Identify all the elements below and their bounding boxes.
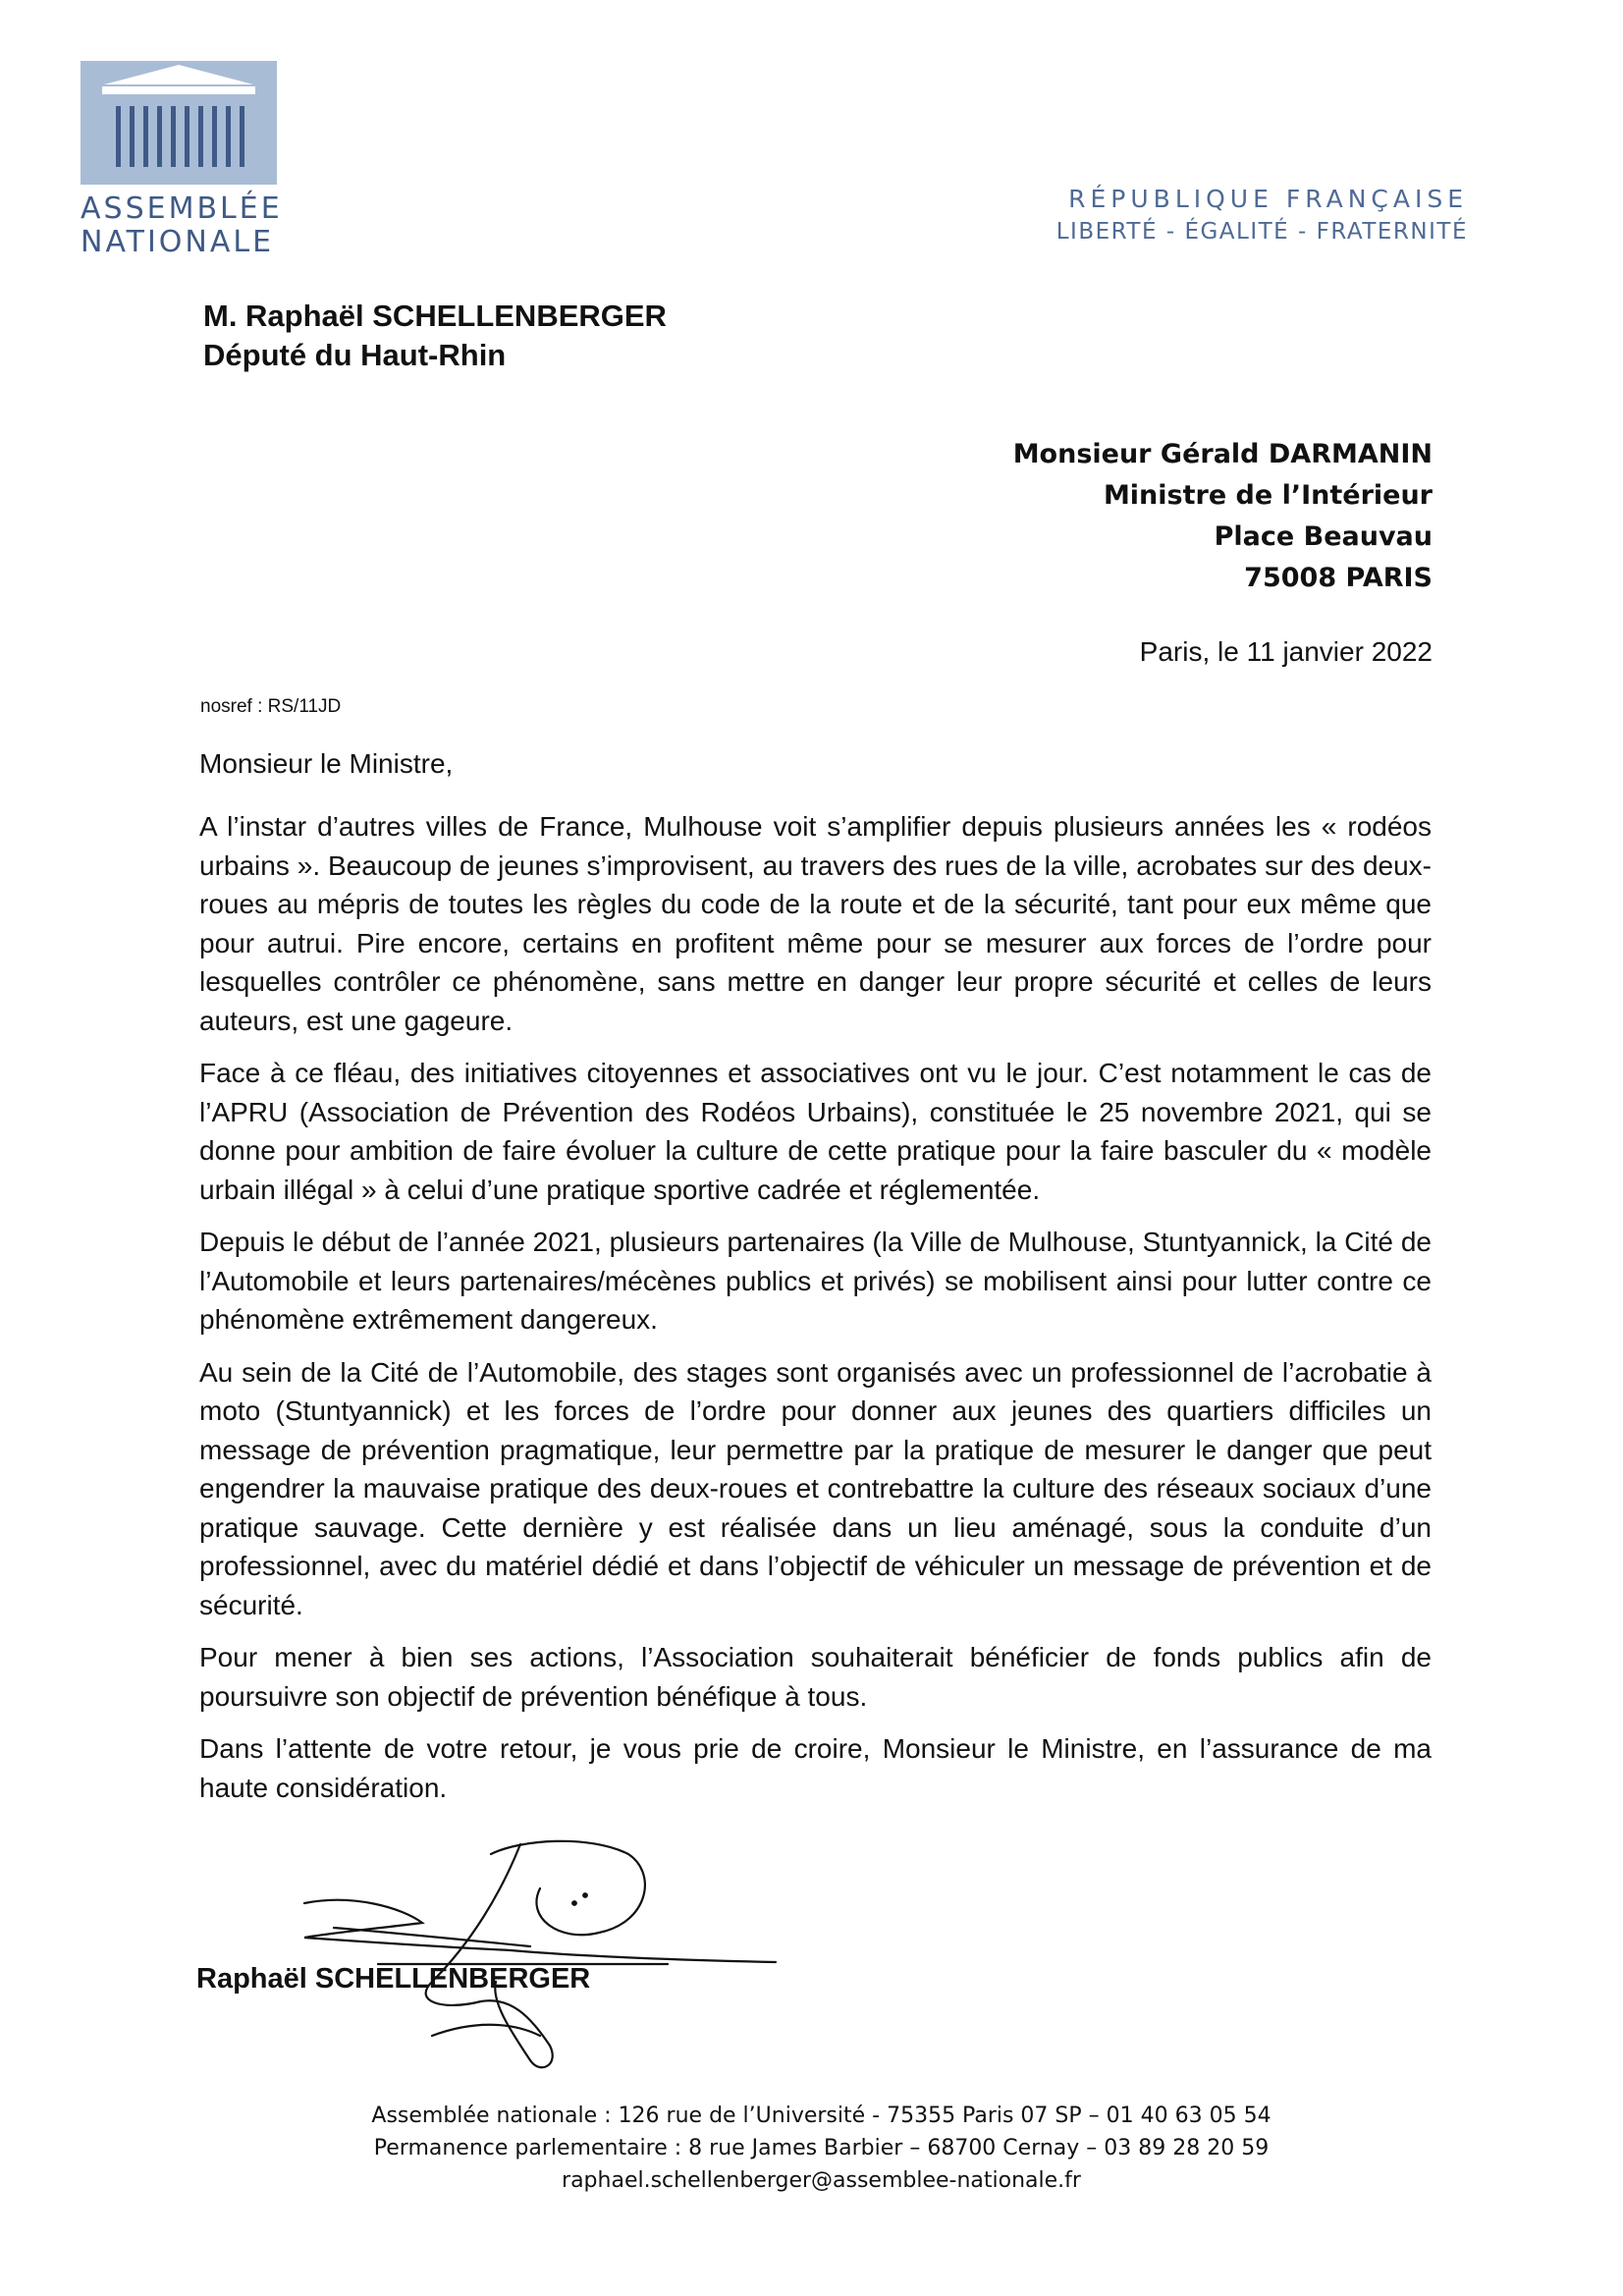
sender-name: M. Raphaël SCHELLENBERGER (203, 299, 667, 333)
assemblee-nationale-logo (81, 61, 283, 259)
recipient-street: Place Beauvau (1214, 521, 1433, 552)
reference: nosref : RS/11JD (200, 696, 342, 717)
republique-francaise-header (1056, 183, 1468, 247)
letter-body (199, 807, 1432, 1821)
building-icon (81, 61, 277, 185)
salutation: Monsieur le Ministre, (199, 748, 454, 779)
paragraph: Depuis le début de l’année 2021, plusieurs partenaires (la Ville de Mulhouse, Stuntyannick, la Cité de l’Automobile et leurs partenaires/mécènes publics et privés) se mobilisent ainsi pour lutter contre ce phénomène extrêmement dangereux. (199, 1227, 1432, 1335)
paragraph: Dans l’attente de votre retour, je vous prie de croire, Monsieur le Ministre, en l’assurance de ma haute considération. (199, 1733, 1432, 1803)
recipient-city: 75008 PARIS (1244, 563, 1433, 593)
paragraph: Face à ce fléau, des initiatives citoyennes et associatives ont vu le jour. C’est notamment le cas de l’APRU (Association de Prévention des Rodéos Urbains), constituée le 25 novembre 2021, qui se donne pour ambition de faire évoluer la culture de cette pratique pour la faire basculer du « modèle urbain illégal » à celui d’une pratique sportive cadrée et réglementée. (199, 1058, 1432, 1205)
recipient-title: Ministre de l’Intérieur (1103, 480, 1433, 511)
republique-title: RÉPUBLIQUE FRANÇAISE (1068, 185, 1468, 213)
footer-address-assembly: Assemblée nationale : 126 rue de l’Université - 75355 Paris 07 SP – 01 40 63 05 54 (371, 2104, 1271, 2128)
paragraph: A l’instar d’autres villes de France, Mulhouse voit s’amplifier depuis plusieurs années les « rodéos urbains ». Beaucoup de jeunes s’improvisent, au travers des rues de la ville, acrobates sur des deux-roues au mépris de toutes les règles du code de la route et de la sécurité, tant pour eux même que pour autrui. Pire encore, certains en profitent même pour se mesurer aux forces de l’ordre pour lesquelles contrôler ce phénomène, sans mettre en danger leur propre sécurité et celles de leurs auteurs, est une gageure. (199, 811, 1432, 1036)
recipient-block (1013, 434, 1433, 599)
logo-text-line1: ASSEMBLÉE (81, 191, 283, 226)
footer-address-office: Permanence parlementaire : 8 rue James Barbier – 68700 Cernay – 03 89 28 20 59 (373, 2136, 1270, 2160)
footer-email: raphael.schellenberger@assemblee-nationale.fr (562, 2168, 1081, 2193)
sender-title: Député du Haut-Rhin (203, 338, 507, 372)
handwritten-signature (295, 1834, 785, 2090)
recipient-name: Monsieur Gérald DARMANIN (1012, 439, 1433, 469)
signature-name: Raphaël SCHELLENBERGER (196, 1963, 591, 1995)
paragraph: Au sein de la Cité de l’Automobile, des stages sont organisés avec un professionnel de l’acrobatie à moto (Stuntyannick) et les forces de l’ordre pour donner aux jeunes des quartiers difficiles un message de prévention pragmatique, leur permettre par la pratique de mesurer le danger que peut engendrer la mauvaise pratique des deux-roues et contrebattre la culture des réseaux sociaux d’une pratique sauvage. Cette dernière y est réalisée dans un lieu aménagé, sous la conduite d’un professionnel, avec du matériel dédié et dans l’objectif de véhiculer un message de prévention et de sécurité. (199, 1356, 1432, 1620)
paragraph: Pour mener à bien ses actions, l’Association souhaiterait bénéficier de fonds publics afin de poursuivre son objectif de prévention bénéfique à tous. (199, 1642, 1432, 1712)
letter-date: Paris, le 11 janvier 2022 (1139, 636, 1433, 667)
sender-block (203, 297, 667, 375)
republique-motto: LIBERTÉ - ÉGALITÉ - FRATERNITÉ (1055, 219, 1468, 245)
logo-text-line2: NATIONALE (81, 225, 275, 259)
footer-contact (0, 2100, 1623, 2197)
